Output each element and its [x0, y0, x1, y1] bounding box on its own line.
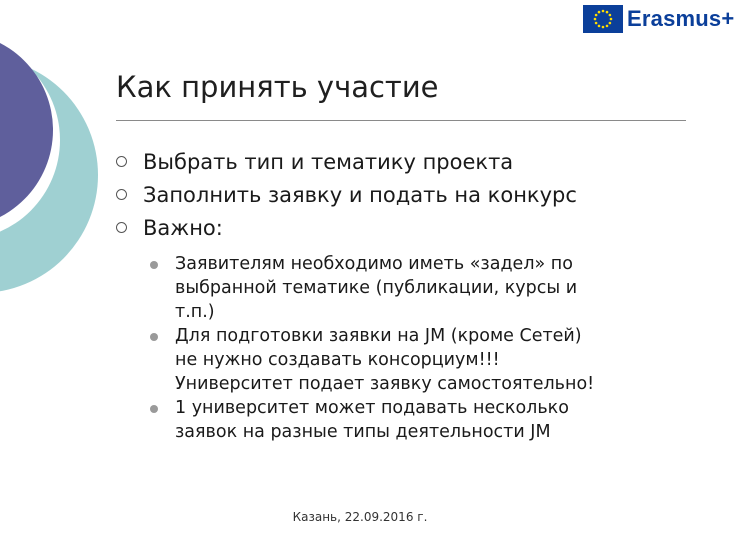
dot-bullet-icon — [150, 333, 158, 341]
sub-bullet-text — [175, 324, 594, 396]
bullet-item — [116, 212, 577, 245]
ring-bullet-icon — [116, 156, 127, 167]
bullet-item — [116, 179, 577, 212]
bullet-text: Важно: — [143, 216, 223, 240]
sub-bullet-text — [175, 396, 569, 444]
sub-bullet-item — [150, 396, 680, 444]
slide-title: Как принять участие — [116, 70, 439, 104]
sub-bullet-line: Университет подает заявку самостоятельно! — [175, 374, 595, 394]
decorative-circles — [0, 0, 120, 300]
dot-bullet-icon — [150, 261, 158, 269]
sub-bullet-line: заявок на разные типы деятельности JM — [175, 422, 551, 442]
sub-bullet-list — [150, 252, 680, 444]
dot-bullet-icon — [150, 405, 158, 413]
slide-footer: Казань, 22.09.2016 г. — [292, 510, 428, 524]
bullet-item — [116, 146, 577, 179]
ring-bullet-icon — [116, 189, 127, 200]
sub-bullet-line: не нужно создавать консорциум!!! — [175, 350, 500, 370]
sub-bullet-item — [150, 252, 680, 324]
sub-bullet-line: 1 университет может подавать несколько — [175, 398, 569, 418]
sub-bullet-line: т.п.) — [175, 302, 215, 322]
sub-bullet-line: выбранной тематике (публикации, курсы и — [175, 278, 578, 298]
bullet-text: Заполнить заявку и подать на конкурс — [143, 183, 577, 207]
sub-bullet-line: Для подготовки заявки на JM (кроме Сетей) — [175, 326, 582, 346]
logo-text: Erasmus+ — [627, 6, 734, 31]
sub-bullet-text — [175, 252, 577, 324]
main-bullet-list — [116, 146, 577, 245]
bullet-text: Выбрать тип и тематику проекта — [143, 150, 514, 174]
erasmus-logo — [583, 5, 734, 33]
sub-bullet-line: Заявителям необходимо иметь «задел» по — [175, 254, 573, 274]
ring-bullet-icon — [116, 222, 127, 233]
eu-flag-icon — [583, 5, 623, 33]
title-divider — [116, 120, 686, 121]
sub-bullet-item — [150, 324, 680, 396]
